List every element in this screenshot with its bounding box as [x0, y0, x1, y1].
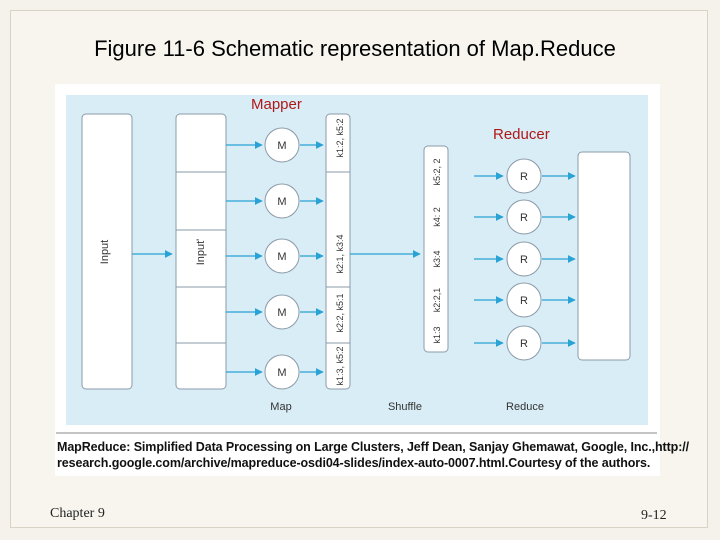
diagram-background — [66, 95, 648, 425]
caption-line-1: MapReduce: Simplified Data Processing on Large Clusters, Jeff Dean, Sanjay Ghemawat, Google, Inc.,http:// — [57, 440, 689, 454]
map-node-label: M — [277, 307, 287, 319]
reducer-label: Reducer — [493, 126, 550, 143]
map-node-label: M — [277, 196, 287, 208]
mapper-label: Mapper — [251, 96, 302, 113]
map-output-label: k1:3, k5:2 — [335, 346, 345, 386]
input-label: Input — [99, 239, 111, 265]
map-output-label: k2:1, k3:4 — [335, 234, 345, 274]
reduce-node-label: R — [520, 212, 528, 224]
reduce-input-label: k3:4 — [432, 250, 442, 268]
page-number: 9-12 — [641, 508, 667, 523]
reduce-node-label: R — [520, 254, 528, 266]
chapter-label: Chapter 9 — [50, 506, 105, 521]
reduce-node-label: R — [520, 171, 528, 183]
input-prime-label: Input' — [195, 238, 207, 266]
reduce-input-label: k2:2,1 — [432, 287, 442, 313]
reduce-input-label: k5:2, 2 — [432, 158, 442, 186]
shuffle-section-label: Shuffle — [387, 401, 423, 413]
map-node-label: M — [277, 367, 287, 379]
map-node-label: M — [277, 140, 287, 152]
reduce-node-label: R — [520, 338, 528, 350]
reduce-input-label: k4: 2 — [432, 207, 442, 227]
map-output-label: k1:2, k5:2 — [335, 118, 345, 158]
reduce-section-label: Reduce — [506, 401, 544, 413]
map-section-label: Map — [270, 401, 292, 413]
map-output-label: k2:2, k5:1 — [335, 293, 345, 333]
output-block — [578, 152, 630, 360]
reduce-node-label: R — [520, 295, 528, 307]
reduce-input-label: k1:3 — [432, 326, 442, 344]
figure-caption — [57, 439, 689, 471]
slide-title: Figure 11-6 Schematic representation of Map.Reduce — [94, 36, 616, 61]
caption-line-2: research.google.com/archive/mapreduce-osdi04-slides/index-auto-0007.html.Courtesy of the authors. — [57, 456, 651, 470]
map-node-label: M — [277, 251, 287, 263]
